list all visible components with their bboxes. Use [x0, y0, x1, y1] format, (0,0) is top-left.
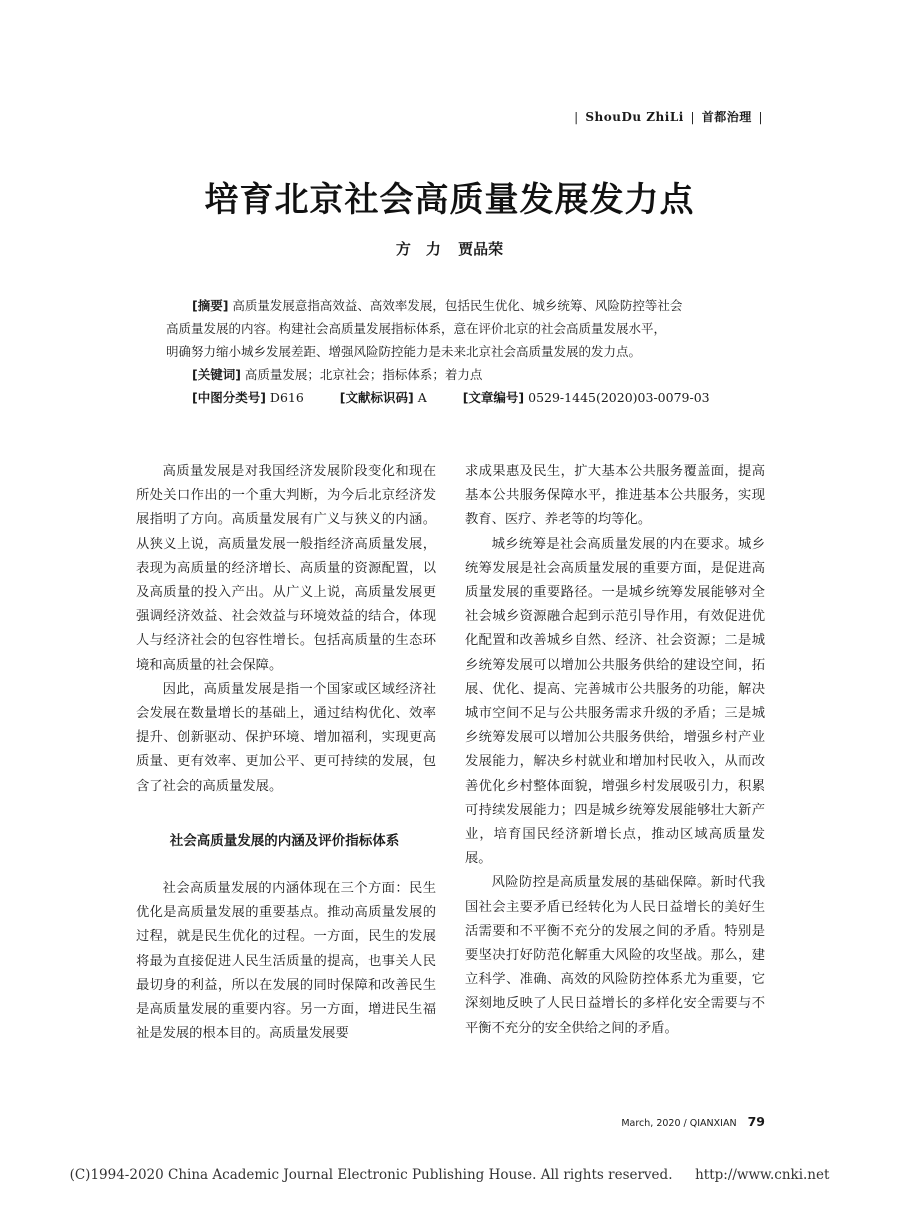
abstract-label: [摘要] [192, 298, 229, 313]
copyright-text: (C)1994-2020 China Academic Journal Electronic Publishing House. All rights reserved. [69, 1167, 673, 1183]
divider: | [574, 110, 579, 124]
abstract-line: 高质量发展的内容。构建社会高质量发展指标体系，意在评价北京的社会高质量发展水平， [166, 321, 667, 336]
body-paragraph: 社会高质量发展的内涵体现在三个方面：民生优化是高质量发展的重要基点。推动高质量发展的过程，就是民生优化的过程。一方面，民生的发展将最为直接促进人民生活质量的提高，也事关人民最切身的利益，所以在发展的同时保障和改善民生是高质量发展的重要内容。另一方面，增进民生福祉是发展的根本目的。高质量发展要 [136, 881, 436, 1042]
page-number: 79 [747, 1114, 765, 1129]
page-footer [621, 1114, 765, 1129]
body-paragraph: 风险防控是高质量发展的基础保障。新时代我国社会主要矛盾已经转化为人民日益增长的美好生活需要和不平衡不充分的发展之间的矛盾。特别是要坚决打好防范化解重大风险的攻坚战。那么，建立科学、准确、高效的风险防控体系尤为重要，它深刻地反映了人民日益增长的多样化安全需要与不平衡不充分的安全供给之间的矛盾。 [465, 875, 765, 1036]
body-paragraph: 高质量发展是对我国经济发展阶段变化和现在所处关口作出的一个重大判断，为今后北京经济发展指明了方向。高质量发展有广义与狭义的内涵。从狭义上说，高质量发展一般指经济高质量发展，表现为高质量的经济增长、高质量的资源配置，以及高质量的投入产出。从广义上说，高质量发展更强调经济效益、社会效益与环境效益的结合，体现人与经济社会的包容性增长。包括高质量的生态环境和高质量的社会保障。 [136, 464, 436, 673]
body-paragraph: 求成果惠及民生，扩大基本公共服务覆盖面，提高基本公共服务保障水平，推进基本公共服务，实现教育、医疗、养老等的均等化。 [465, 464, 765, 528]
copyright-notice [0, 1167, 899, 1183]
abstract-line: 明确努力缩小城乡发展差距、增强风险防控能力是未来北京社会高质量发展的发力点。 [166, 344, 642, 359]
body-column-left [136, 460, 436, 1046]
section-tag-en: ShouDu ZhiLi [585, 110, 684, 124]
issue-info: March, 2020 / QIANXIAN [621, 1118, 737, 1129]
doc-code-value: A [417, 390, 427, 405]
divider: | [758, 110, 763, 124]
clc-value: D616 [269, 390, 304, 405]
clc-label: [中图分类号] [192, 390, 266, 405]
keywords-text: 高质量发展；北京社会；指标体系；着力点 [244, 367, 483, 382]
section-heading: 社会高质量发展的内涵及评价指标体系 [169, 832, 400, 849]
classification-line [166, 386, 772, 409]
article-authors: 方 力 贾品荣 [395, 240, 504, 258]
body-column-right [465, 460, 765, 1041]
abstract-line [166, 294, 746, 317]
doc-code-label: [文献标识码] [339, 390, 414, 405]
keywords-label: [关键词] [192, 367, 241, 382]
article-title: 培育北京社会高质量发展发力点 [204, 180, 695, 220]
section-tag-zh: 首都治理 [701, 110, 752, 124]
abstract-text: 高质量发展意指高效益、高效率发展，包括民生优化、城乡统筹、风险防控等社会 [232, 298, 683, 313]
article-no-value: 0529-1445(2020)03-0079-03 [528, 390, 710, 405]
journal-section-tag [572, 108, 765, 125]
body-paragraph: 因此，高质量发展是指一个国家或区域经济社会发展在数量增长的基础上，通过结构优化、效率提升、创新驱动、保护环境、增加福利，实现更高质量、更有效率、更加公平、更可持续的发展，包含了社会的高质量发展。 [136, 681, 436, 794]
keywords-line [166, 363, 772, 386]
article-no-label: [文章编号] [462, 390, 525, 405]
divider: | [690, 110, 696, 124]
source-url[interactable]: http://www.cnki.net [695, 1167, 830, 1183]
body-paragraph: 城乡统筹是社会高质量发展的内在要求。城乡统筹发展是社会高质量发展的重要方面，是促进高质量发展的重要路径。一是城乡统筹发展能够对全社会城乡资源融合起到示范引导作用，有效促进优化配置和改善城乡自然、经济、社会资源；二是城乡统筹发展可以增加公共服务供给的建设空间，拓展、优化、提高、完善城市公共服务的功能，解决城市空间不足与公共服务需求升级的矛盾；三是城乡统筹发展可以增加公共服务供给，增强乡村产业发展能力，解决乡村就业和增加村民收入，从而改善优化乡村整体面貌，增强乡村发展吸引力，积累可持续发展能力；四是城乡统筹发展能够壮大新产业，培育国民经济新增长点，推动区域高质量发展。 [465, 536, 765, 867]
